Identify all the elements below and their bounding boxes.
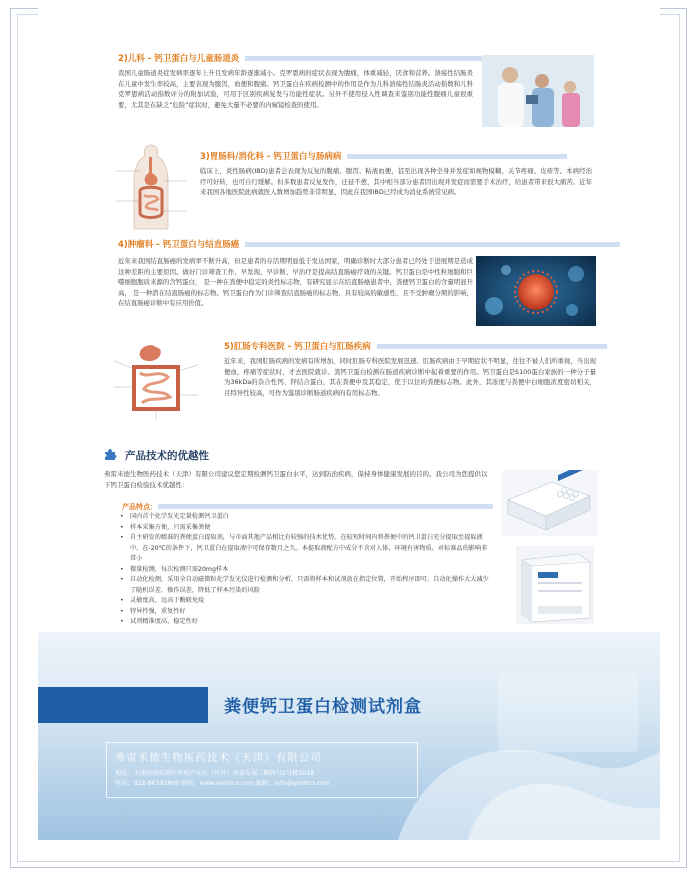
title-bar bbox=[377, 344, 607, 349]
feature-item: • 试剂精准度高，稳定性好 bbox=[104, 617, 492, 628]
company-contact: 电话：022-86392809 网站：www.amidco.com 邮箱：info@amidco.com bbox=[115, 780, 330, 787]
section-anorectal-title bbox=[224, 340, 607, 352]
section-pediatrics-title bbox=[118, 52, 485, 64]
cancer-cell-image bbox=[476, 256, 596, 326]
footer-background bbox=[38, 632, 660, 840]
title-bar bbox=[245, 242, 620, 247]
feature-item: • 灵敏度高，远高于酶联免疫 bbox=[104, 596, 492, 607]
section-gastro-text: 临床上，炎性肠病(IBD)患者会表现为反复的腹痛、腹泻、粘液血便，甚至出现各种全身并发症如视物模糊、关节疼痛、皮疹等。本病经治疗可好转，也可自行缓解。但多数患者反复发作，迁延不愈，其中相当部分患者因出现并发症而需要手术治疗，给患者带来很大痛苦。近年来我国各地医院此病就医人数增加趋势非常明显，因此在我国IBD已经成为消化系统常见病。 bbox=[200, 167, 592, 197]
doctor-family-photo bbox=[482, 55, 594, 127]
features-label: 产品特点： bbox=[122, 503, 157, 511]
feature-item: • 微量检测，每次检测只需20mg样本 bbox=[104, 565, 492, 576]
company-name: 弗雷米德生物医药技术（天津）有限公司 bbox=[115, 753, 322, 764]
company-info-box bbox=[106, 742, 418, 798]
feature-item: • 样本采集方便，只需采集粪便 bbox=[104, 523, 492, 534]
tech-heading-text: 产品技术的优越性 bbox=[125, 450, 209, 462]
tech-advantage-heading bbox=[104, 446, 209, 465]
feature-item: • 自主研发的精准的粪便蛋白提取剂，与市面其他产品相比有较强的技术优势。在较短时间内将粪便中的钙卫蛋白充分提取至提取液中，在-20℃的条件下，钙卫蛋白在提取液中可保存数月之久。本提取液配方中成分不含对人体、环境有害物质。对标准品的影响非常小 bbox=[104, 533, 492, 565]
puzzle-icon bbox=[104, 446, 117, 465]
intestine-anatomy-diagram bbox=[112, 339, 200, 421]
analyzer-instrument-image bbox=[516, 546, 594, 624]
section-gastro-title bbox=[200, 150, 567, 162]
title-bar bbox=[347, 154, 567, 159]
feature-item: • 特异性强，重复性好 bbox=[104, 607, 492, 618]
company-address: 地址：天津滨海高新区华苑产业区（环外）海泰发展二路四号2号楼3018 bbox=[115, 770, 315, 777]
tech-intro: 弗雷米德生物医药技术（天津）有限公司建议您定期检测钙卫蛋白水平，达到防治疾病，保持身体健康发展的目的。我公司为您提供以下钙卫蛋白检验技术优越性： bbox=[104, 470, 488, 489]
section-title-text: 2)儿科 - 钙卫蛋白与儿童肠道炎 bbox=[118, 54, 240, 64]
brochure-page bbox=[38, 0, 660, 840]
section-pediatrics-text: 我国儿童肠道炎症发病率逐年上升且发病年龄逐渐减小。克罗恩病的症状表现为腹痛，体重减轻，厌食和营养。溃疡性结肠炎在儿童中发生率较高，主要表现为腹泻，血便和腹痛。钙卫蛋白在疾病检测中的作用是作为儿科溃疡性结肠炎活动指数和儿科克罗恩病活动指数评分的附加试验，可用于区别疾病复发与功能性症状。另外不使用侵入性调查来鉴别功能性腹痛儿童很重要，尤其是在缺乏“危险”症状时，避免大量不必要的内窥镜检查的使用。 bbox=[118, 69, 473, 109]
section-title-text: 5)肛肠专科医院 - 钙卫蛋白与肛肠疾病 bbox=[224, 342, 371, 352]
section-title-text: 4)肿瘤科 - 钙卫蛋白与结直肠癌 bbox=[118, 240, 240, 250]
reagent-kit-image bbox=[502, 470, 598, 536]
digestive-system-diagram bbox=[112, 141, 190, 233]
section-oncology-title bbox=[118, 238, 620, 250]
section-title-text: 3)胃肠科/消化科 - 钙卫蛋白与肠病病 bbox=[200, 152, 342, 162]
features-list bbox=[104, 512, 492, 628]
product-title-band bbox=[38, 687, 208, 723]
features-bar bbox=[158, 504, 493, 509]
feature-item: • 国内首个化学发光定量检测钙卫蛋白 bbox=[104, 512, 492, 523]
section-oncology-text: 近年来我国结直肠癌的发病率不断升高，但是患者的存活期明显低于发达国家，明确诊断时大部分患者已经处于进展期是造成这种差距的主要原因。做好门诊筛查工作，早发现、早诊断、早治疗是提高结直肠癌疗效的关键。钙卫蛋白是中性粒细胞和巨噬细胞胞质来源的含钙蛋白， 是一种在粪便中稳定的炎性标志物，有研究显示在结直肠癌患者中，粪便钙卫蛋白的含量明显升高， 是一种潜在结直肠癌的标志物。钙卫蛋白作为门诊筛查结直肠癌的标志物，具有较高的敏感性，且不受肿瘤分期的影响，在结直肠癌诊断中有应用价值。 bbox=[118, 257, 473, 308]
feature-item: • 自动化检测，采用全自动磁微粒化学发光仪进行检测和分析，只需将样本和试剂放在指定位置，开始程序即可。自动化操作大大减少了随机误差、操作误差，降低了样本污染的风险 bbox=[104, 575, 492, 596]
title-bar bbox=[245, 56, 485, 61]
product-title: 粪便钙卫蛋白检测试剂盒 bbox=[224, 697, 422, 717]
section-anorectal-text: 近年来，我国肛肠疾病的发病有所增加，同时肛肠专科医院发展迅速。肛肠疾病由于早期症状不明显，往往不被人们所重视，当出现便血，疼痛等症状时，才去医院就诊。粪钙卫蛋白检测在肠道疾病诊断中起着重要的作用。钙卫蛋白是S100蛋白家族的一种分子量为36kDa的杂合性钙、锌结合蛋白，其在粪便中及其稳定，优于以往的粪便标志物。此外，其浓度与粪便中白细胞浓度密切相关，且特异性较高，可作为鉴别诊断肠道疾病的有用标志物。 bbox=[224, 357, 596, 397]
